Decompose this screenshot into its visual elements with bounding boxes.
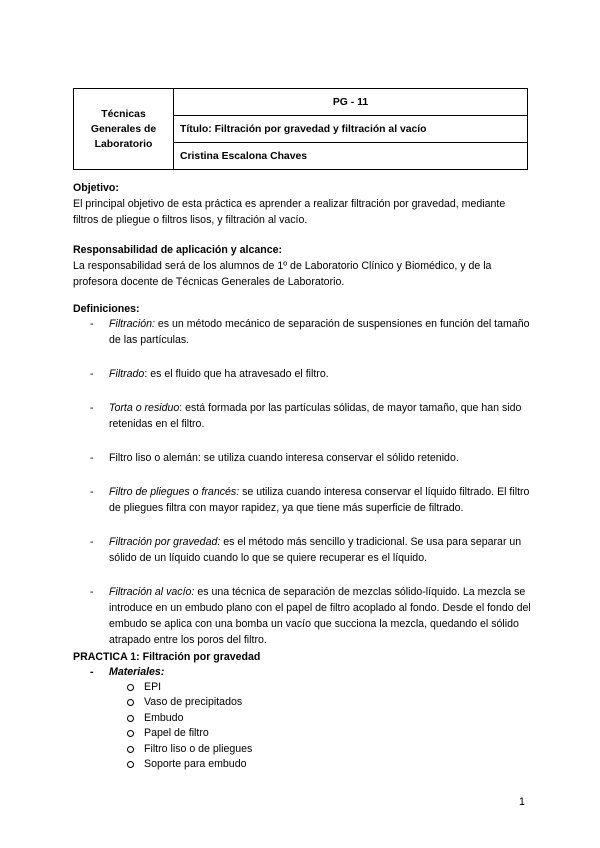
header-table xyxy=(73,88,528,170)
material-item xyxy=(127,695,252,710)
circle-bullet-icon xyxy=(127,746,134,753)
material-label: Filtro liso o de pliegues xyxy=(144,742,253,755)
materiales-heading xyxy=(90,664,164,680)
definiciones-section xyxy=(73,301,533,317)
definition-item xyxy=(73,534,533,566)
definition-item xyxy=(73,366,533,382)
materiales-label: Materiales: xyxy=(109,666,165,678)
objetivo-heading: Objetivo: xyxy=(73,182,119,194)
dash-bullet: - xyxy=(90,318,94,330)
definition-term: Filtración por gravedad: xyxy=(109,536,221,548)
material-label: Soporte para embudo xyxy=(144,758,247,771)
definition-text: es una técnica de separación de mezclas sólido-líquido. La mezcla se introduce en un embudo plano con el papel de filtro acoplado al fondo. Desde el fondo del embudo se aplica con una bomba un vacío que succiona la mezcla, quedando el sólido atrapado entre los poros del filtro. xyxy=(109,586,531,646)
responsabilidad-text: La responsabilidad será de los alumnos de 1º de Laboratorio Clínico y Biomédico, y de la profesora docente de Técnicas Generales de Laboratorio. xyxy=(73,260,492,288)
dash-bullet: - xyxy=(90,452,94,464)
definition-term: Filtración: xyxy=(109,318,155,330)
circle-bullet-icon xyxy=(127,730,134,737)
responsabilidad-section xyxy=(73,242,533,290)
dash-bullet: - xyxy=(90,666,94,678)
practica-heading: PRACTICA 1: Filtración por gravedad xyxy=(73,651,261,663)
definition-text: : está formada por las partículas sólidas, de mayor tamaño, que han sido retenidas en el filtro. xyxy=(109,402,522,430)
material-label: Embudo xyxy=(144,711,184,724)
header-title: Título: Filtración por gravedad y filtración al vacío xyxy=(174,116,528,143)
material-item xyxy=(127,711,252,726)
definition-item xyxy=(73,316,533,348)
circle-bullet-icon xyxy=(127,684,134,691)
definition-text: : es el fluido que ha atravesado el filtro. xyxy=(144,368,329,380)
definition-term: Filtro de pliegues o francés: xyxy=(109,486,240,498)
definition-text: Filtro liso o alemán: se utiliza cuando interesa conservar el sólido retenido. xyxy=(109,452,459,464)
responsabilidad-heading: Responsabilidad de aplicación y alcance: xyxy=(73,244,283,256)
definition-text: es un método mecánico de separación de suspensiones en función del tamaño de las partículas. xyxy=(109,318,530,346)
header-org: Técnicas Generales de Laboratorio xyxy=(74,89,174,170)
definition-item xyxy=(73,484,533,516)
material-item xyxy=(127,726,252,741)
page-number: 1 xyxy=(519,796,525,808)
definition-term: Torta o residuo xyxy=(109,402,180,414)
dash-bullet: - xyxy=(90,536,94,548)
objetivo-section xyxy=(73,180,533,228)
definition-item xyxy=(73,584,533,648)
definition-item xyxy=(73,400,533,432)
material-item xyxy=(127,757,252,772)
definition-term: Filtración al vacío: xyxy=(109,586,195,598)
definiciones-list xyxy=(73,316,533,666)
material-label: Papel de filtro xyxy=(144,727,209,740)
circle-bullet-icon xyxy=(127,699,134,706)
material-item xyxy=(127,680,252,695)
definition-text: se utiliza cuando interesa conservar el líquido filtrado. El filtro de pliegues filtra con mayor rapidez, ya que tiene más superficie de filtrado. xyxy=(109,486,530,514)
materiales-list xyxy=(127,680,252,772)
dash-bullet: - xyxy=(90,486,94,498)
circle-bullet-icon xyxy=(127,715,134,722)
header-code: PG - 11 xyxy=(174,89,528,116)
dash-bullet: - xyxy=(90,368,94,380)
definition-item xyxy=(73,450,533,466)
circle-bullet-icon xyxy=(127,761,134,768)
definiciones-heading: Definiciones: xyxy=(73,303,140,315)
dash-bullet: - xyxy=(90,402,94,414)
definition-term: Filtrado xyxy=(109,368,145,380)
dash-bullet: - xyxy=(90,586,94,598)
material-item xyxy=(127,742,252,757)
material-label: EPI xyxy=(144,681,162,693)
material-label: Vaso de precipitados xyxy=(144,696,243,709)
definition-text: es el método más sencillo y tradicional. Se usa para separar un sólido de un líquido cuando lo que se quiere recuperar es el líquido. xyxy=(109,536,522,564)
header-author: Cristina Escalona Chaves xyxy=(174,143,528,170)
objetivo-text: El principal objetivo de esta práctica es aprender a realizar filtración por gravedad, mediante filtros de pliegue o filtros lisos, y filtración al vacío. xyxy=(73,198,506,226)
